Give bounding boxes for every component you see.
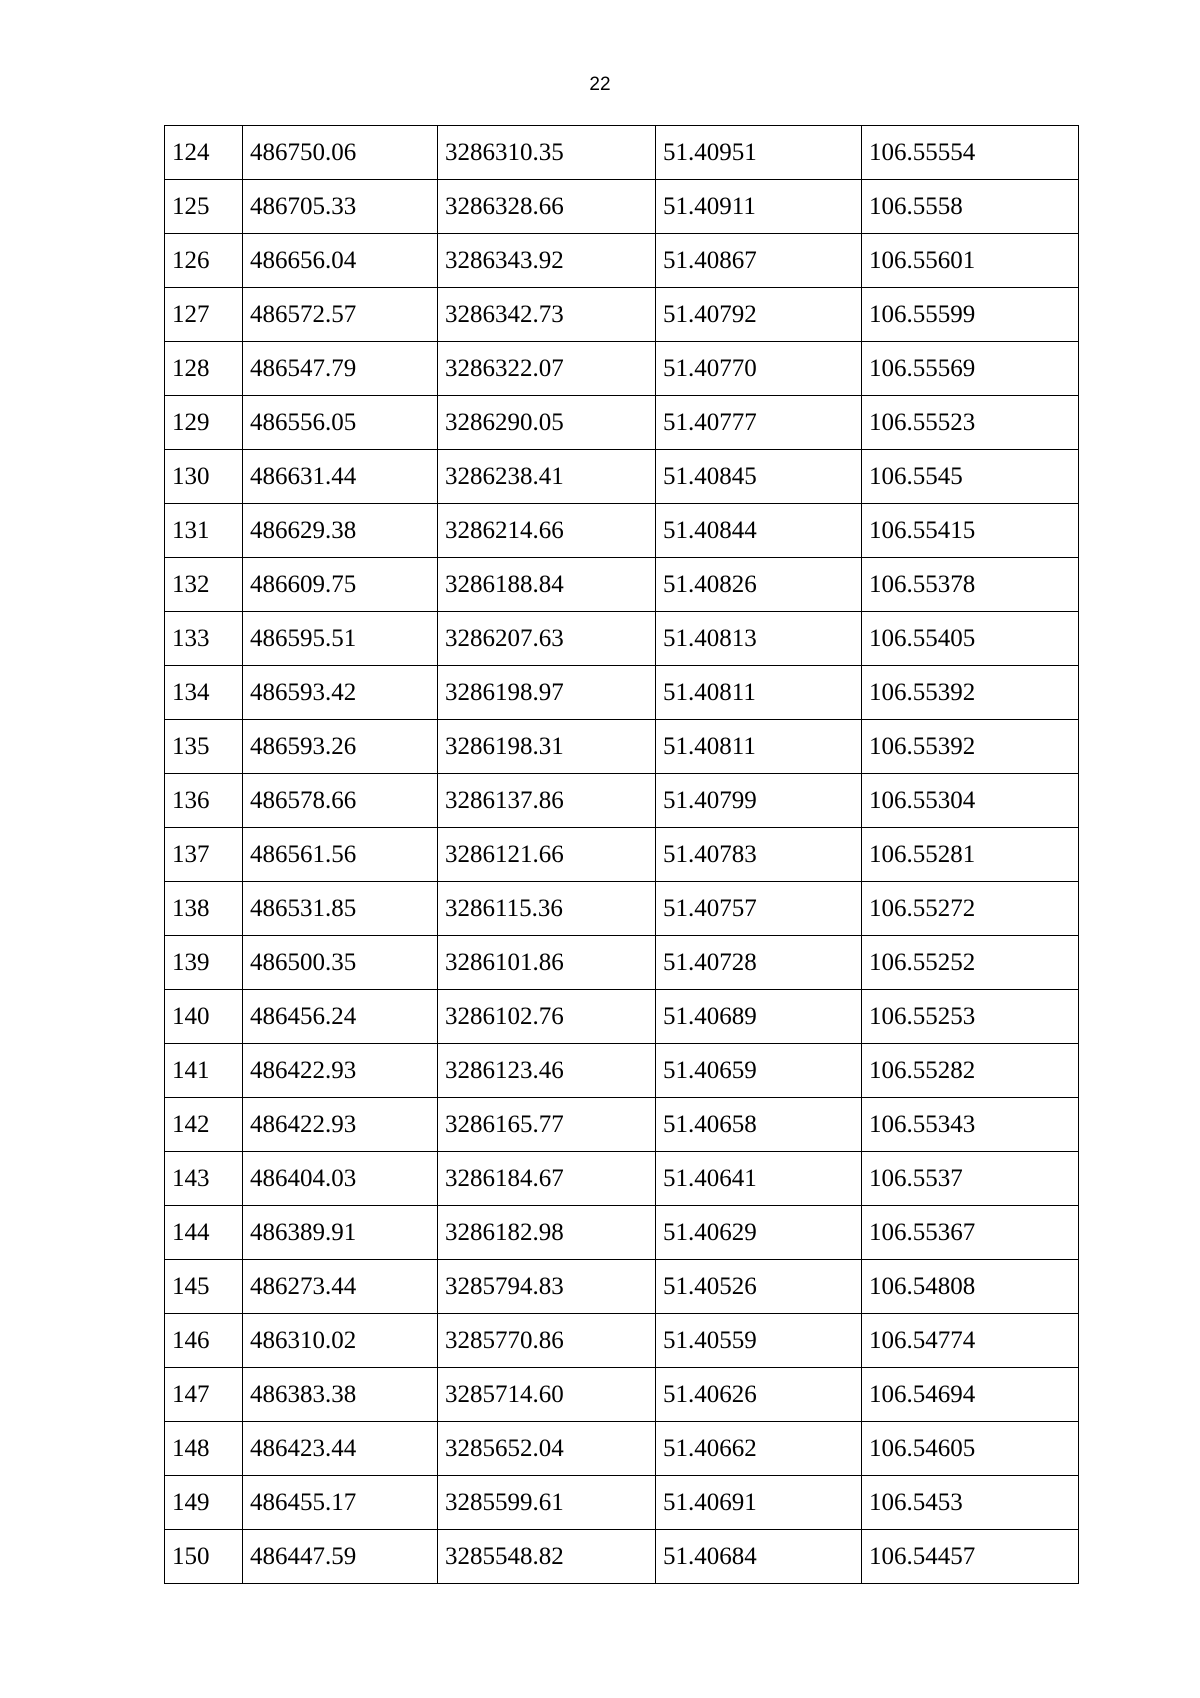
cell-point-number: 126 <box>165 234 243 288</box>
table-row <box>165 504 1079 558</box>
cell-longitude: 51.40757 <box>656 882 862 936</box>
cell-longitude: 51.40811 <box>656 666 862 720</box>
cell-coord-y: 3286214.66 <box>438 504 656 558</box>
table-row <box>165 180 1079 234</box>
cell-longitude: 51.40911 <box>656 180 862 234</box>
cell-point-number: 132 <box>165 558 243 612</box>
cell-coord-x: 486609.75 <box>243 558 438 612</box>
cell-coord-y: 3286123.46 <box>438 1044 656 1098</box>
cell-longitude: 51.40658 <box>656 1098 862 1152</box>
cell-coord-x: 486561.56 <box>243 828 438 882</box>
cell-longitude: 51.40813 <box>656 612 862 666</box>
table-row <box>165 828 1079 882</box>
cell-longitude: 51.40689 <box>656 990 862 1044</box>
cell-coord-y: 3286115.36 <box>438 882 656 936</box>
table-row <box>165 288 1079 342</box>
cell-coord-x: 486631.44 <box>243 450 438 504</box>
cell-point-number: 135 <box>165 720 243 774</box>
cell-point-number: 142 <box>165 1098 243 1152</box>
cell-point-number: 146 <box>165 1314 243 1368</box>
cell-latitude: 106.55415 <box>862 504 1079 558</box>
cell-coord-y: 3286290.05 <box>438 396 656 450</box>
table-row <box>165 1530 1079 1584</box>
table-row <box>165 612 1079 666</box>
cell-point-number: 136 <box>165 774 243 828</box>
cell-longitude: 51.40728 <box>656 936 862 990</box>
cell-coord-y: 3286198.97 <box>438 666 656 720</box>
cell-longitude: 51.40629 <box>656 1206 862 1260</box>
table-row <box>165 774 1079 828</box>
cell-coord-x: 486593.42 <box>243 666 438 720</box>
cell-coord-y: 3286207.63 <box>438 612 656 666</box>
cell-latitude: 106.55281 <box>862 828 1079 882</box>
cell-coord-x: 486422.93 <box>243 1044 438 1098</box>
cell-longitude: 51.40770 <box>656 342 862 396</box>
cell-coord-y: 3285794.83 <box>438 1260 656 1314</box>
cell-latitude: 106.55523 <box>862 396 1079 450</box>
cell-coord-y: 3285599.61 <box>438 1476 656 1530</box>
cell-point-number: 130 <box>165 450 243 504</box>
cell-latitude: 106.55569 <box>862 342 1079 396</box>
table-row <box>165 1476 1079 1530</box>
cell-latitude: 106.55405 <box>862 612 1079 666</box>
cell-point-number: 140 <box>165 990 243 1044</box>
cell-coord-x: 486404.03 <box>243 1152 438 1206</box>
cell-point-number: 138 <box>165 882 243 936</box>
cell-coord-x: 486593.26 <box>243 720 438 774</box>
cell-latitude: 106.54457 <box>862 1530 1079 1584</box>
cell-point-number: 125 <box>165 180 243 234</box>
cell-coord-x: 486310.02 <box>243 1314 438 1368</box>
cell-longitude: 51.40783 <box>656 828 862 882</box>
cell-latitude: 106.54605 <box>862 1422 1079 1476</box>
cell-latitude: 106.54694 <box>862 1368 1079 1422</box>
table-row <box>165 1260 1079 1314</box>
cell-point-number: 127 <box>165 288 243 342</box>
cell-coord-y: 3285548.82 <box>438 1530 656 1584</box>
cell-latitude: 106.5453 <box>862 1476 1079 1530</box>
cell-longitude: 51.40684 <box>656 1530 862 1584</box>
cell-coord-x: 486629.38 <box>243 504 438 558</box>
table-row <box>165 396 1079 450</box>
table-row <box>165 450 1079 504</box>
cell-coord-y: 3286121.66 <box>438 828 656 882</box>
cell-longitude: 51.40792 <box>656 288 862 342</box>
cell-longitude: 51.40641 <box>656 1152 862 1206</box>
table-row <box>165 1098 1079 1152</box>
cell-point-number: 124 <box>165 126 243 180</box>
cell-longitude: 51.40659 <box>656 1044 862 1098</box>
cell-coord-y: 3286322.07 <box>438 342 656 396</box>
cell-coord-y: 3286182.98 <box>438 1206 656 1260</box>
cell-longitude: 51.40662 <box>656 1422 862 1476</box>
cell-longitude: 51.40867 <box>656 234 862 288</box>
table-row <box>165 1152 1079 1206</box>
table-row <box>165 126 1079 180</box>
coordinates-table <box>164 125 1079 1584</box>
cell-coord-x: 486578.66 <box>243 774 438 828</box>
cell-longitude: 51.40626 <box>656 1368 862 1422</box>
cell-coord-y: 3286184.67 <box>438 1152 656 1206</box>
table-row <box>165 342 1079 396</box>
cell-coord-y: 3286328.66 <box>438 180 656 234</box>
cell-latitude: 106.54774 <box>862 1314 1079 1368</box>
cell-latitude: 106.55392 <box>862 720 1079 774</box>
cell-coord-x: 486456.24 <box>243 990 438 1044</box>
cell-longitude: 51.40526 <box>656 1260 862 1314</box>
cell-longitude: 51.40799 <box>656 774 862 828</box>
table-row <box>165 936 1079 990</box>
cell-latitude: 106.55392 <box>862 666 1079 720</box>
cell-longitude: 51.40844 <box>656 504 862 558</box>
cell-point-number: 141 <box>165 1044 243 1098</box>
cell-coord-x: 486422.93 <box>243 1098 438 1152</box>
cell-coord-y: 3285652.04 <box>438 1422 656 1476</box>
cell-latitude: 106.55304 <box>862 774 1079 828</box>
cell-coord-x: 486447.59 <box>243 1530 438 1584</box>
cell-coord-y: 3286137.86 <box>438 774 656 828</box>
cell-latitude: 106.55272 <box>862 882 1079 936</box>
cell-longitude: 51.40826 <box>656 558 862 612</box>
cell-coord-x: 486273.44 <box>243 1260 438 1314</box>
cell-latitude: 106.55253 <box>862 990 1079 1044</box>
cell-point-number: 131 <box>165 504 243 558</box>
cell-coord-y: 3286102.76 <box>438 990 656 1044</box>
cell-coord-y: 3286343.92 <box>438 234 656 288</box>
cell-latitude: 106.55378 <box>862 558 1079 612</box>
table-row <box>165 1422 1079 1476</box>
table-row <box>165 882 1079 936</box>
cell-longitude: 51.40691 <box>656 1476 862 1530</box>
cell-coord-y: 3286310.35 <box>438 126 656 180</box>
cell-latitude: 106.55599 <box>862 288 1079 342</box>
table-row <box>165 1368 1079 1422</box>
cell-coord-x: 486423.44 <box>243 1422 438 1476</box>
cell-latitude: 106.55282 <box>862 1044 1079 1098</box>
cell-latitude: 106.55252 <box>862 936 1079 990</box>
cell-point-number: 134 <box>165 666 243 720</box>
cell-point-number: 133 <box>165 612 243 666</box>
cell-coord-x: 486383.38 <box>243 1368 438 1422</box>
cell-coord-x: 486531.85 <box>243 882 438 936</box>
cell-coord-x: 486547.79 <box>243 342 438 396</box>
cell-point-number: 129 <box>165 396 243 450</box>
cell-longitude: 51.40951 <box>656 126 862 180</box>
cell-latitude: 106.54808 <box>862 1260 1079 1314</box>
cell-point-number: 145 <box>165 1260 243 1314</box>
cell-coord-y: 3286188.84 <box>438 558 656 612</box>
cell-latitude: 106.55554 <box>862 126 1079 180</box>
table-row <box>165 558 1079 612</box>
cell-longitude: 51.40559 <box>656 1314 862 1368</box>
cell-latitude: 106.5545 <box>862 450 1079 504</box>
cell-longitude: 51.40777 <box>656 396 862 450</box>
cell-point-number: 150 <box>165 1530 243 1584</box>
table-row <box>165 990 1079 1044</box>
cell-coord-x: 486556.05 <box>243 396 438 450</box>
cell-point-number: 149 <box>165 1476 243 1530</box>
cell-coord-y: 3286342.73 <box>438 288 656 342</box>
cell-coord-y: 3286165.77 <box>438 1098 656 1152</box>
cell-point-number: 143 <box>165 1152 243 1206</box>
table-row <box>165 234 1079 288</box>
cell-longitude: 51.40811 <box>656 720 862 774</box>
cell-coord-x: 486389.91 <box>243 1206 438 1260</box>
table-row <box>165 720 1079 774</box>
cell-latitude: 106.5537 <box>862 1152 1079 1206</box>
cell-coord-x: 486572.57 <box>243 288 438 342</box>
cell-point-number: 139 <box>165 936 243 990</box>
cell-point-number: 144 <box>165 1206 243 1260</box>
table-row <box>165 1314 1079 1368</box>
cell-coord-x: 486750.06 <box>243 126 438 180</box>
cell-coord-x: 486595.51 <box>243 612 438 666</box>
cell-point-number: 147 <box>165 1368 243 1422</box>
cell-coord-y: 3286238.41 <box>438 450 656 504</box>
cell-coord-x: 486455.17 <box>243 1476 438 1530</box>
cell-coord-x: 486656.04 <box>243 234 438 288</box>
cell-coord-y: 3286101.86 <box>438 936 656 990</box>
cell-coord-x: 486705.33 <box>243 180 438 234</box>
cell-coord-y: 3286198.31 <box>438 720 656 774</box>
cell-latitude: 106.55343 <box>862 1098 1079 1152</box>
table-row <box>165 666 1079 720</box>
cell-coord-y: 3285770.86 <box>438 1314 656 1368</box>
cell-latitude: 106.55367 <box>862 1206 1079 1260</box>
coordinates-table-body <box>165 126 1079 1584</box>
cell-point-number: 128 <box>165 342 243 396</box>
page-number: 22 <box>589 74 611 95</box>
cell-point-number: 137 <box>165 828 243 882</box>
table-row <box>165 1206 1079 1260</box>
cell-point-number: 148 <box>165 1422 243 1476</box>
cell-coord-y: 3285714.60 <box>438 1368 656 1422</box>
cell-coord-x: 486500.35 <box>243 936 438 990</box>
cell-longitude: 51.40845 <box>656 450 862 504</box>
cell-latitude: 106.5558 <box>862 180 1079 234</box>
table-row <box>165 1044 1079 1098</box>
cell-latitude: 106.55601 <box>862 234 1079 288</box>
